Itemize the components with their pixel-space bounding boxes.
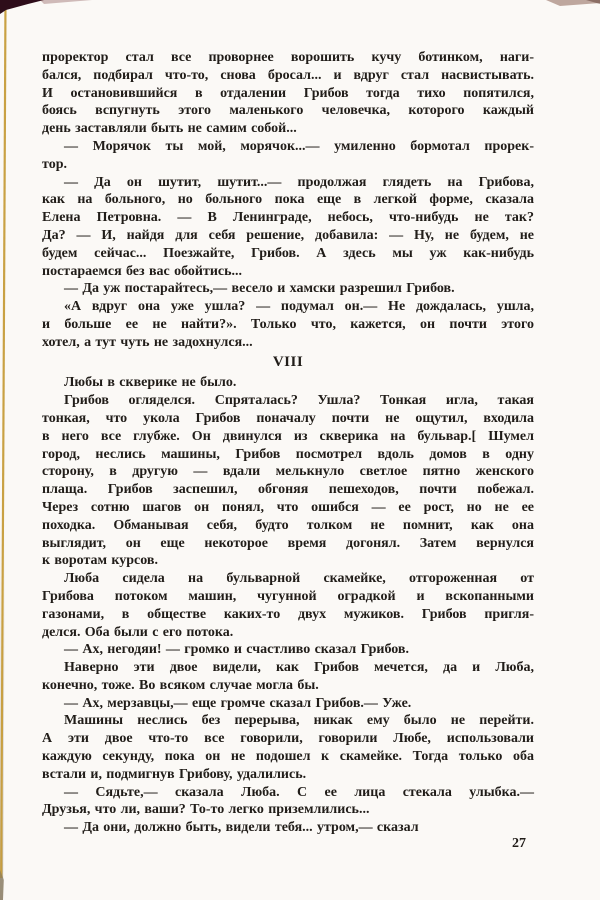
paragraph [42,819,534,837]
text-line: Машины неслись без перерыва, никак ему было не перейти. [64,713,534,729]
text-line: тонкая, что укола Грибов поначалу почти не ощутил, входила [42,410,534,426]
text-line: Да? — И, найдя для себя решение, добавила: — Ну, не будем, не [42,227,534,243]
scan-corner-topright-dark [586,0,600,4]
text-line: конечно, тоже. Во всяком случае могла бы. [42,677,319,693]
text-line: и больше ее не найти?». Только что, кажется, он почти этого [42,316,534,332]
text-line: «А вдруг она уже ушла? — подумал он.— Не дождалась, ушла, [64,299,534,315]
text-line: Грибов огляделся. Спряталась? Ушла? Тонкая игла, такая [64,393,534,409]
text-line: каждую секунду, пока он не подошел к скамейке. Тогда только оба [42,749,534,765]
text-line: Люба сидела на бульварной скамейке, отгороженная от [64,571,534,587]
text-line: боясь вспугнуть этого маленького человечка, которого каждый [42,103,534,119]
text-line: день заставляли быть не самим собой... [42,121,297,137]
text-line: Грибова потоком машин, чугунной оградкой и вскопанными [42,588,534,604]
text-line: — Ах, негодяи! — громко и счастливо сказал Грибов. [64,642,409,658]
text-line: Любы в скверике не было. [64,375,237,391]
text-line: встали и, подмигнув Грибову, удалились. [42,766,307,782]
text-line: город, неслись машины, Грибов посмотрел вдоль домов в одну [42,446,534,462]
text-line: А эти двое что-то все говорили, говорили Любе, использовали [42,731,534,747]
paragraph [42,641,534,659]
paragraph [42,392,534,570]
page-text [42,49,534,837]
paragraph [42,49,534,138]
text-line: Елена Петровна. — В Ленинграде, небось, что-нибудь не так? [42,210,534,226]
text-line: проректор стал все проворнее ворошить кучу ботинком, наги- [42,50,534,65]
text-line: походка. Обманывая себя, будто толком не помнит, как она [42,517,534,533]
text-line: плаща. Грибов заспешил, обгоняя пешеходов, почти побежал. [42,482,534,498]
text-line: сторону, в другую — вдали мелькнуло светлое пятно женского [42,464,534,480]
paragraph [42,298,534,351]
text-line: Друзья, что ли, ваши? То-то легко приземлились... [42,802,370,818]
page-edge-shadow [0,520,5,900]
text-line: — Да уж постарайтесь,— весело и хамски разрешил Грибов. [64,281,455,297]
text-line: к воротам курсов. [42,553,158,569]
text-line: как на больного, но больного пока еще в легкой форме, сказала [42,192,534,208]
paragraph [42,174,534,281]
text-line: — Морячок ты мой, морячок...— умиленно бормотал прорек- [64,138,534,154]
text-line: будем сейчас... Поезжайте, Грибов. А здесь мы уж как-нибудь [42,245,534,261]
paragraph [42,280,534,298]
paragraph [42,374,534,392]
section-heading: VIII [272,353,304,370]
text-line: постараемся без вас обойтись... [42,263,243,279]
text-line: в него все глубже. Он двинулся из скверика на бульвар.[ Шумел [42,428,534,444]
scan-corner-topright [546,0,600,6]
text-line: — Да они, должно быть, видели тебя... утром,— сказал [64,820,419,836]
scan-corner-bottomleft [0,870,4,900]
scan-corner-topleft-fade [40,0,92,4]
page-binding-edge [1,0,5,878]
paragraph [42,138,534,174]
text-line: выглядит, он еще некоторое время догонял. Затем вернулся [42,535,534,551]
text-line: делся. Оба были с его потока. [42,624,234,640]
paragraph [42,570,534,641]
paragraph [42,659,534,695]
text-line: Наверно эти двое видели, как Грибов мечется, да и Люба, [64,660,534,676]
text-line: хотел, а тут чуть не задохнулся... [42,334,253,350]
text-line: — Сядьте,— сказала Люба. С ее лица стекала улыбка.— [64,784,534,800]
text-line: — Да он шутит, шутит...— продолжая глядеть на Грибова, [64,174,534,190]
text-line: тор. [42,156,67,172]
scan-corner-topleft [0,0,44,14]
text-line: — Ах, мерзавцы,— еще громче сказал Грибов.— Уже. [64,695,412,711]
paragraph [42,695,534,713]
text-line: газонами, в обществе каких-то двух мужиков. Грибов пригля- [42,606,534,622]
paragraph [42,712,534,783]
text-line: бался, подбирал что-то, снова бросал... и вдруг стал насвистывать. [42,67,534,83]
text-line: Через сотню шагов он понял, что ошибся — ее рост, но не ее [42,499,534,515]
page-number: 27 [512,836,526,851]
text-line: И остановившийся в отдалении Грибов тогда тихо попятился, [42,85,534,101]
paragraph [42,784,534,820]
